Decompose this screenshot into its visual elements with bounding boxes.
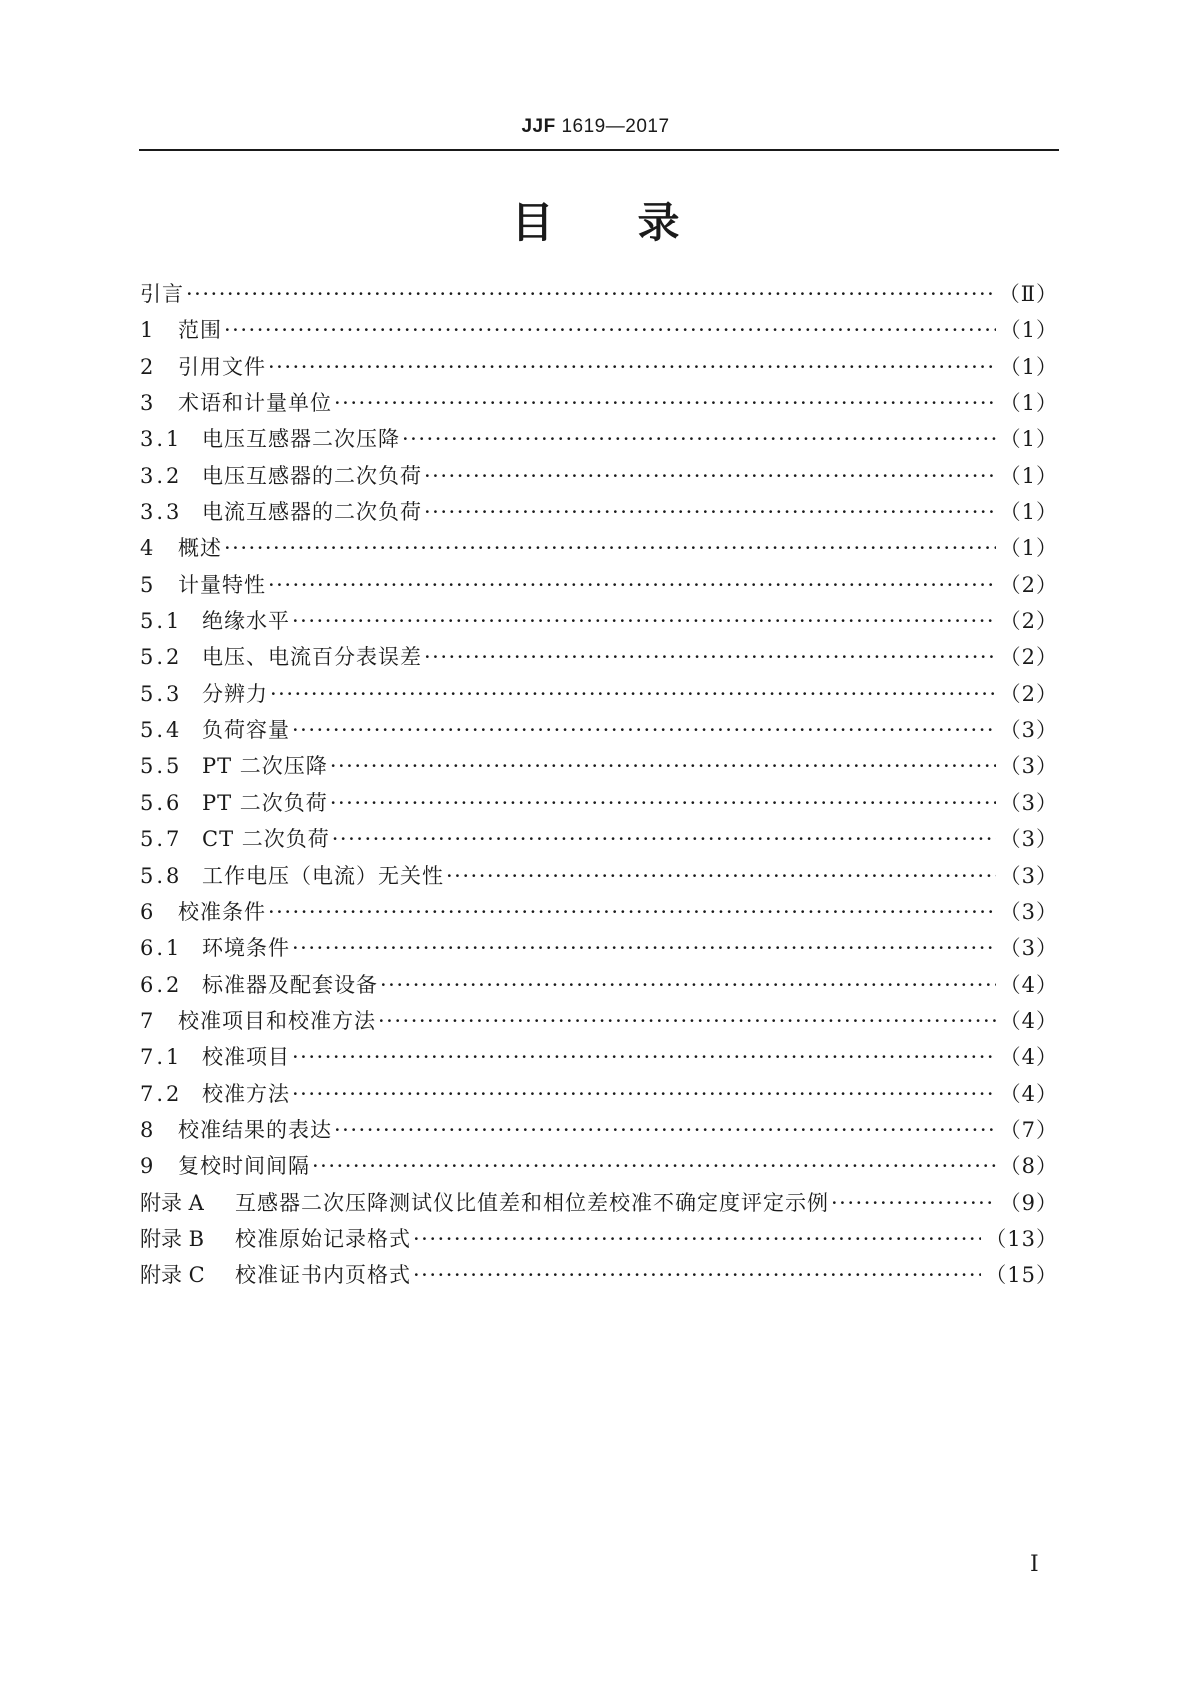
toc-dot-leader [413,1221,981,1257]
toc-entry-number: 5.2 [140,645,183,670]
page-folio: Ⅰ [1030,1552,1039,1577]
toc-dot-leader [334,1112,996,1148]
toc-entry-label: 电压互感器二次压降 [202,427,400,452]
toc-entry-label: 负荷容量 [202,718,290,743]
toc-entry-page: （2） [999,645,1058,670]
toc-entry[interactable] [140,748,1058,784]
toc-entry-label: PT 二次负荷 [202,790,328,815]
toc-entry-number: 7.1 [140,1045,183,1070]
toc-entry-label: 电流互感器的二次负荷 [202,500,422,525]
toc-entry[interactable] [140,458,1058,494]
toc-dot-leader [270,676,996,712]
toc-entry-page: （3） [999,899,1058,924]
toc-entry-page: （1） [999,391,1058,416]
toc-entry-page: （2） [999,681,1058,706]
toc-entry-number: 5 [140,572,157,597]
toc-entry-page: （1） [999,318,1058,343]
toc-entry-page: （8） [999,1154,1058,1179]
toc-entry-page: （3） [999,827,1058,852]
toc-dot-leader [292,603,996,639]
toc-dot-leader [312,1148,996,1184]
toc-dot-leader [332,821,996,857]
toc-entry-number: 6.2 [140,972,183,997]
table-of-contents [140,276,1058,1294]
toc-entry[interactable] [140,1257,1058,1293]
toc-entry-page: （4） [999,1045,1058,1070]
standard-code-prefix: JJF [521,116,556,137]
page-title: 目录 [511,198,764,247]
toc-dot-leader [186,276,995,312]
toc-entry-number: 7.2 [140,1081,183,1106]
toc-entry-page: （9） [999,1190,1058,1215]
toc-entry-label: 环境条件 [202,936,290,961]
toc-entry-label: 电压、电流百分表误差 [202,645,422,670]
toc-entry-number: 3 [140,391,157,416]
toc-entry-page: （4） [999,1008,1058,1033]
toc-entry-label: CT 二次负荷 [202,827,330,852]
toc-dot-leader [424,639,996,675]
toc-entry-label: 校准项目和校准方法 [178,1008,376,1033]
toc-entry-number: 7 [140,1008,157,1033]
toc-entry-label: 引言 [140,282,184,306]
toc-dot-leader [224,530,996,566]
toc-entry-label: 校准证书内页格式 [235,1263,411,1288]
toc-entry[interactable] [140,1148,1058,1184]
toc-entry-label: 校准方法 [202,1081,290,1106]
toc-entry[interactable] [140,930,1058,966]
toc-entry[interactable] [140,312,1058,348]
toc-entry[interactable] [140,603,1058,639]
toc-entry-label: 校准结果的表达 [178,1117,332,1142]
toc-dot-leader [292,930,996,966]
toc-entry[interactable] [140,421,1058,457]
toc-dot-leader [224,312,996,348]
toc-entry-label: 术语和计量单位 [178,391,332,416]
toc-dot-leader [292,712,996,748]
toc-entry-number: 1 [140,318,157,343]
toc-dot-leader [334,385,996,421]
toc-dot-leader [424,458,996,494]
toc-entry-label: 引用文件 [178,354,266,379]
toc-entry-number: 3.1 [140,427,183,452]
toc-entry[interactable] [140,639,1058,675]
toc-dot-leader [402,421,996,457]
toc-entry[interactable] [140,1112,1058,1148]
toc-entry-label: 概述 [178,536,222,561]
standard-code-number: 1619—2017 [561,116,670,137]
toc-entry-page: （7） [999,1117,1058,1142]
toc-entry-page: （1） [999,500,1058,525]
toc-dot-leader [292,1076,996,1112]
toc-entry[interactable] [140,967,1058,1003]
toc-entry[interactable] [140,1221,1058,1257]
toc-entry-page: （13） [985,1226,1058,1251]
toc-entry-label: 电压互感器的二次负荷 [202,463,422,488]
toc-entry[interactable] [140,712,1058,748]
toc-entry-page: （3） [999,754,1058,779]
toc-entry-number: 3.3 [140,500,183,525]
toc-entry[interactable] [140,1039,1058,1075]
toc-entry-label: 绝缘水平 [202,609,290,634]
toc-dot-leader [413,1257,981,1293]
toc-entry-label: 标准器及配套设备 [202,972,378,997]
toc-entry[interactable] [140,1185,1058,1221]
toc-dot-leader [424,494,996,530]
toc-entry-page: （2） [999,572,1058,597]
toc-entry-page: （1） [999,354,1058,379]
toc-entry-number: 附录 C [140,1263,205,1288]
toc-entry-page: （1） [999,463,1058,488]
toc-entry[interactable] [140,894,1058,930]
toc-dot-leader [380,967,996,1003]
toc-entry-number: 6.1 [140,936,183,961]
toc-entry[interactable] [140,349,1058,385]
toc-entry[interactable] [140,494,1058,530]
toc-entry-number: 5.7 [140,827,183,852]
toc-entry[interactable] [140,858,1058,894]
toc-entry-number: 5.1 [140,609,183,634]
toc-dot-leader [330,748,996,784]
toc-entry-number: 2 [140,354,157,379]
toc-entry-label: 校准条件 [178,899,266,924]
toc-entry-page: （2） [999,609,1058,634]
toc-entry-number: 附录 B [140,1226,205,1251]
toc-entry-number: 附录 A [140,1190,204,1215]
toc-entry[interactable] [140,276,1058,312]
toc-entry-page: （4） [999,1081,1058,1106]
toc-entry-page: （3） [999,936,1058,961]
toc-dot-leader [268,349,996,385]
toc-dot-leader [268,567,996,603]
toc-entry-label: 互感器二次压降测试仪比值差和相位差校准不确定度评定示例 [235,1190,829,1215]
toc-entry-label: 分辨力 [202,681,268,706]
toc-entry-number: 6 [140,899,157,924]
toc-entry-label: 计量特性 [178,572,266,597]
toc-entry-label: 校准项目 [202,1045,290,1070]
toc-entry-label: 复校时间间隔 [178,1154,310,1179]
header-rule [139,149,1059,151]
toc-entry-label: 校准原始记录格式 [235,1226,411,1251]
toc-entry-page: （1） [999,427,1058,452]
toc-entry-page: （3） [999,718,1058,743]
toc-dot-leader [378,1003,996,1039]
toc-dot-leader [268,894,996,930]
toc-entry[interactable] [140,1076,1058,1112]
toc-entry[interactable] [140,1003,1058,1039]
toc-entry-number: 3.2 [140,463,183,488]
document-code-header [0,116,1191,138]
toc-entry[interactable] [140,785,1058,821]
toc-entry-page: （Ⅱ） [998,282,1058,306]
toc-entry-page: （3） [999,863,1058,888]
toc-entry-number: 9 [140,1154,157,1179]
toc-dot-leader [446,858,996,894]
toc-dot-leader [831,1185,996,1221]
toc-entry-number: 5.4 [140,718,183,743]
toc-entry-label: PT 二次压降 [202,754,328,779]
toc-entry-page: （4） [999,972,1058,997]
toc-entry[interactable] [140,567,1058,603]
toc-entry[interactable] [140,676,1058,712]
toc-entry-page: （1） [999,536,1058,561]
toc-entry-number: 5.5 [140,754,183,779]
toc-entry-number: 8 [140,1117,157,1142]
toc-entry-number: 5.8 [140,863,183,888]
toc-entry[interactable] [140,385,1058,421]
toc-entry-number: 5.6 [140,790,183,815]
toc-entry-number: 4 [140,536,157,561]
toc-entry-page: （15） [985,1263,1058,1288]
toc-entry-label: 范围 [178,318,222,343]
toc-entry-page: （3） [999,790,1058,815]
toc-entry[interactable] [140,530,1058,566]
toc-dot-leader [292,1039,996,1075]
toc-entry-label: 工作电压（电流）无关性 [202,863,444,888]
toc-entry-number: 5.3 [140,681,183,706]
toc-dot-leader [330,785,996,821]
toc-entry[interactable] [140,821,1058,857]
